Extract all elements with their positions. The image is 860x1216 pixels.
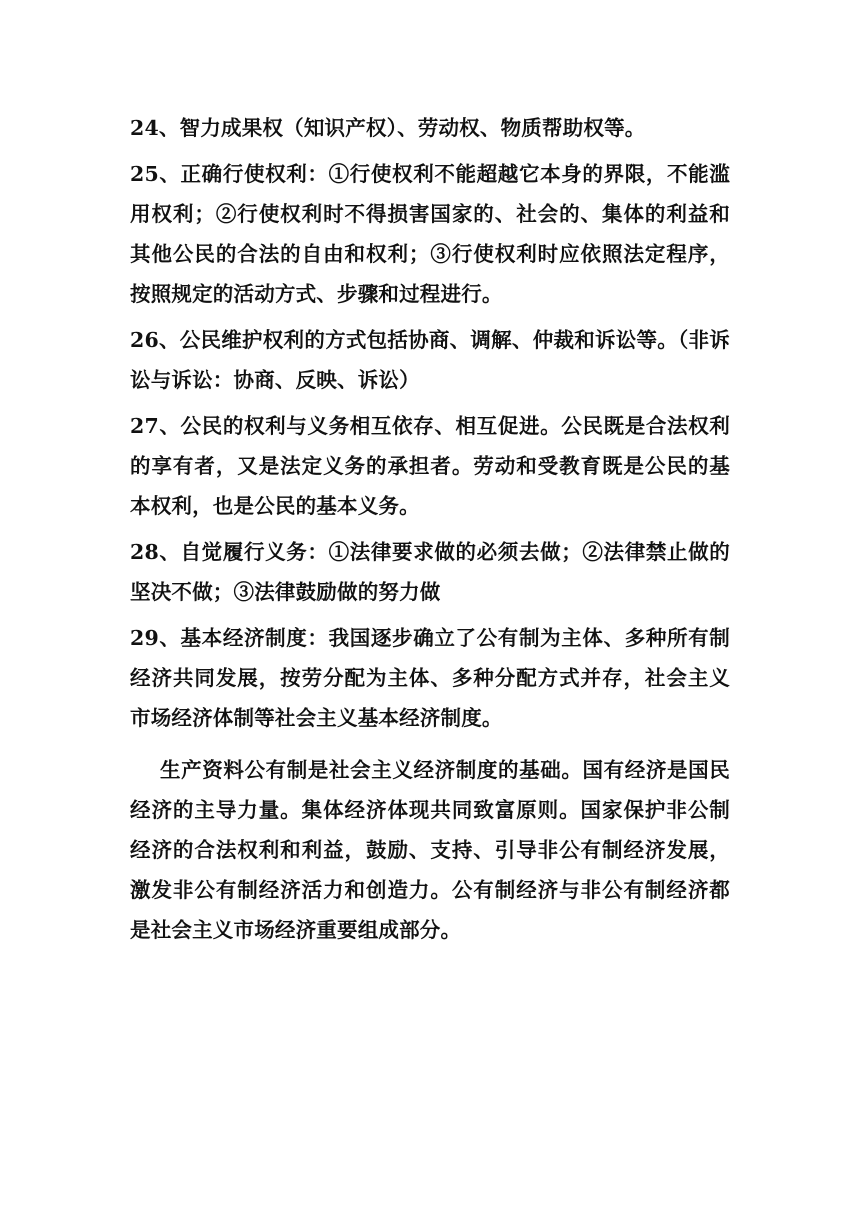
paragraph-public-ownership: 生产资料公有制是社会主义经济制度的基础。国有经济是国民经济的主导力量。集体经济体现共同致富原则。国家保护非公制经济的合法权利和利益，鼓励、支持、引导非公有制经济发展，激发非公有制经济活力和创造力。公有制经济与非公有制经济都是社会主义市场经济重要组成部分。 <box>130 758 730 942</box>
document-page <box>130 108 730 956</box>
paragraph-item-24: 24、智力成果权（知识产权）、劳动权、物质帮助权等。 <box>130 116 646 140</box>
paragraph-item-27: 27、公民的权利与义务相互依存、相互促进。公民既是合法权利的享有者，又是法定义务的承担者。劳动和受教育既是公民的基本权利，也是公民的基本义务。 <box>130 414 730 518</box>
paragraph-item-28: 28、自觉履行义务：①法律要求做的必须去做；②法律禁止做的坚决不做；③法律鼓励做的努力做 <box>130 540 730 604</box>
paragraph-item-26: 26、公民维护权利的方式包括协商、调解、仲裁和诉讼等。（非诉讼与诉讼：协商、反映、诉讼） <box>130 328 730 392</box>
paragraph-item-29: 29、基本经济制度：我国逐步确立了公有制为主体、多种所有制经济共同发展，按劳分配为主体、多种分配方式并存，社会主义市场经济体制等社会主义基本经济制度。 <box>130 626 730 730</box>
paragraph-item-25: 25、正确行使权利：①行使权利不能超越它本身的界限，不能滥用权利；②行使权利时不得损害国家的、社会的、集体的利益和其他公民的合法的自由和权利；③行使权利时应依照法定程序，按照规定的活动方式、步骤和过程进行。 <box>130 162 730 306</box>
